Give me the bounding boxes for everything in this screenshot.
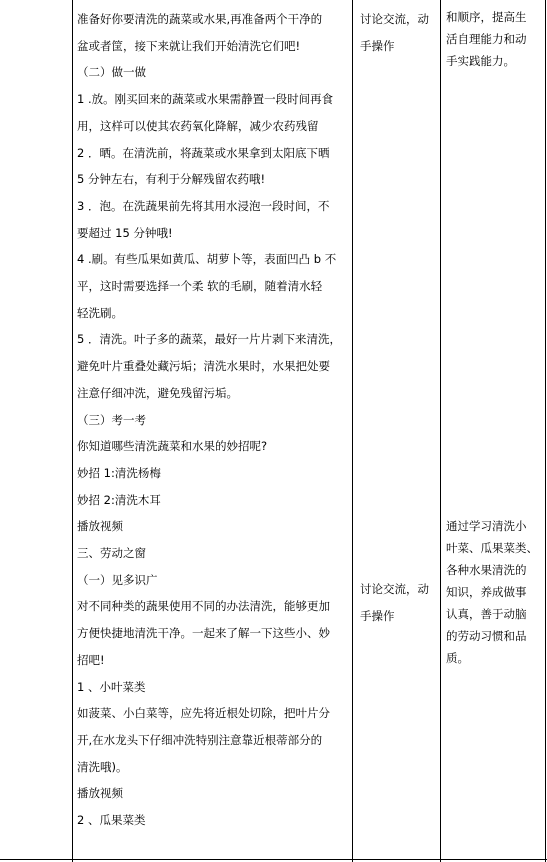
column-divider	[440, 0, 441, 862]
content-line: 5 分钟左右，有利于分解残留农药哦!	[77, 172, 266, 187]
content-line: 1 、小叶菜类	[77, 679, 146, 694]
goal-line: 通过学习清洗小	[446, 519, 527, 533]
content-line: 1 .放。刚买回来的蔬菜或水果需静置一段时间再食	[77, 92, 334, 107]
content-line: 准备好你要清洗的蔬菜或水果,再准备两个干净的	[77, 12, 323, 26]
content-line: 三、劳动之窗	[77, 546, 146, 561]
column-divider	[72, 0, 73, 862]
goal-line: 叶菜、瓜果菜类、	[446, 541, 538, 555]
activity-cell-mid	[360, 576, 429, 630]
content-line: 你知道哪些清洗蔬菜和水果的妙招呢?	[77, 439, 268, 454]
content-line: 注意仔细冲洗，避免残留污垢。	[77, 385, 238, 400]
content-line: （二）做一做	[77, 65, 146, 80]
content-line: 3 ．泡。在洗蔬果前先将其用水浸泡一段时间，不	[77, 198, 330, 213]
row-divider	[0, 859, 547, 860]
goal-cell-mid	[446, 515, 538, 669]
content-line: 开,在水龙头下仔细冲洗特别注意靠近根蒂部分的	[77, 732, 323, 747]
goal-cell-top	[446, 6, 527, 72]
activity-line: 讨论交流，动	[360, 582, 429, 596]
content-line: 播放视频	[77, 519, 123, 534]
goal-line: 手实践能力。	[446, 54, 515, 68]
content-line: 用，这样可以使其农药氧化降解，减少农药残留	[77, 118, 319, 133]
content-line: 避免叶片重叠处藏污垢；清洗水果时，水果把处要	[77, 359, 330, 374]
content-line: 清洗哦)。	[77, 759, 128, 774]
column-divider	[352, 0, 353, 862]
content-line: 要超过 15 分钟哦!	[77, 225, 173, 240]
content-line: 平，这时需要选择一个柔 软的毛刷，随着清水轻	[77, 279, 323, 294]
content-line: 2 ．晒。在清洗前，将蔬菜或水果拿到太阳底下晒	[77, 145, 330, 160]
content-line: 轻洗刷。	[77, 305, 123, 320]
content-line: 方便快捷地清洗干净。一起来了解一下这些小、妙	[77, 626, 330, 641]
goal-line: 活自理能力和动	[446, 32, 527, 46]
activity-cell-top	[360, 6, 429, 60]
activity-line: 手操作	[360, 39, 395, 53]
goal-line: 知识，养成做事	[446, 585, 527, 599]
content-line: 2 、瓜果菜类	[77, 813, 146, 828]
goal-line: 的劳动习惯和品	[446, 629, 527, 643]
content-line: 妙招 2:清洗木耳	[77, 492, 161, 507]
content-line: 如菠菜、小白菜等，应先将近根处切除，把叶片分	[77, 706, 330, 721]
goal-line: 认真，善于动脑	[446, 607, 527, 621]
content-line: （三）考一考	[77, 412, 146, 427]
column-divider	[545, 0, 546, 862]
content-line: 招吧!	[77, 652, 105, 667]
content-line: 4 .刷。有些瓜果如黄瓜、胡萝卜等，表面凹凸 b 不	[77, 252, 337, 267]
content-line: 盆或者筐，接下来就让我们开始清洗它们吧!	[77, 38, 301, 53]
goal-line: 和顺序，提高生	[446, 10, 527, 24]
activity-line: 讨论交流，动	[360, 12, 429, 26]
content-line: 对不同种类的蔬果使用不同的办法清洗，能够更加	[77, 599, 330, 614]
goal-line: 质。	[446, 651, 469, 665]
activity-line: 手操作	[360, 609, 395, 623]
teaching-content-cell	[77, 6, 349, 834]
goal-line: 各种水果清洗的	[446, 563, 527, 577]
content-line: （一）见多识广	[77, 572, 158, 587]
content-line: 妙招 1:清洗杨梅	[77, 465, 161, 480]
content-line: 播放视频	[77, 786, 123, 801]
content-line: 5 ．清洗。叶子多的蔬菜，最好一片片剥下来清洗，	[77, 332, 341, 347]
